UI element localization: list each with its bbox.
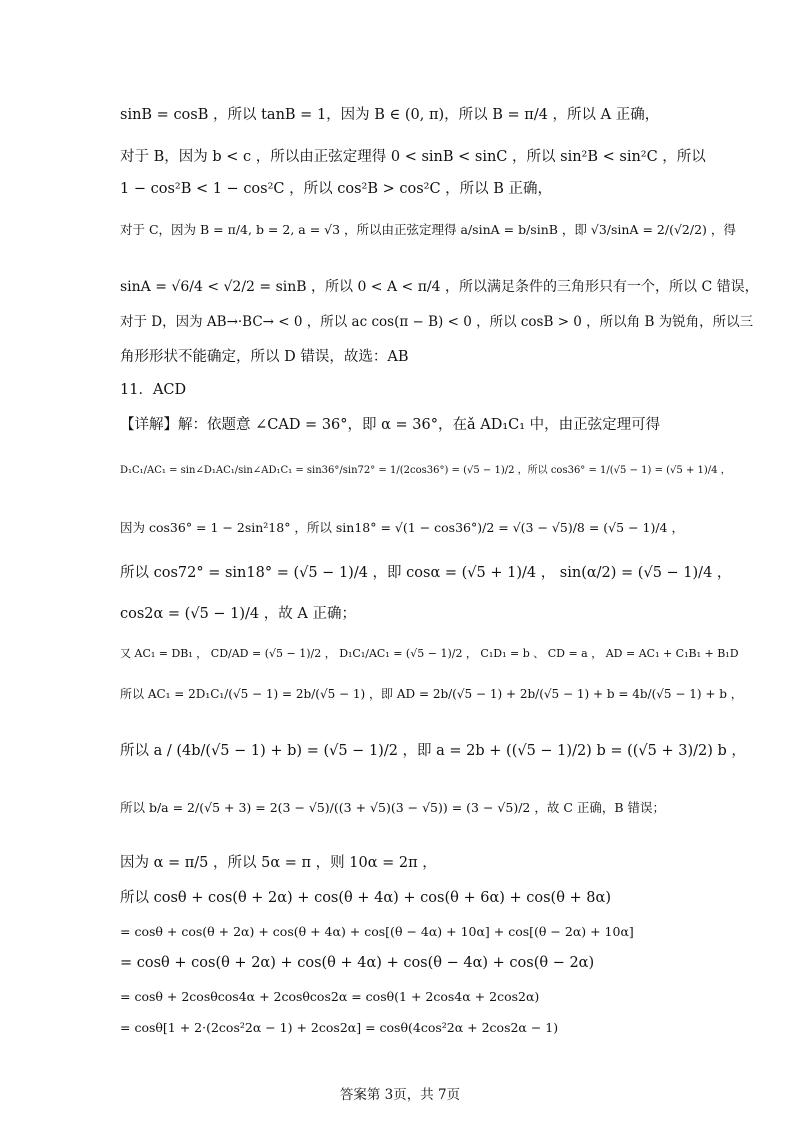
formula-line: = cosθ + cos(θ + 2α) + cos(θ + 4α) + cos[(θ − 4α) + 10α] + cos[(θ − 2α) + 10α] — [120, 924, 634, 939]
formula-line: 又 AC₁ = DB₁ ， CD/AD = (√5 − 1)/2 ， D₁C₁/AC₁ = (√5 − 1)/2 ， C₁D₁ = b 、 CD = a ， AD = AC₁ + C₁B₁ + B₁D — [120, 647, 739, 660]
formula-line: 所以 a / (4b/(√5 − 1) + b) = (√5 − 1)/2 ，即 a = 2b + ((√5 − 1)/2) b = ((√5 + 3)/2) b ， — [120, 743, 746, 759]
text-line: 对于 C，因为 B = π/4, b = 2, a = √3 ，所以由正弦定理得 a/sinA = b/sinB ，即 √3/sinA = 2/(√2/2) ，得 — [120, 222, 736, 237]
text-line: 对于 D，因为 AB→·BC→ < 0 ，所以 ac cos(π − B) < 0 ，所以 cosB > 0 ，所以角 B 为锐角，所以三 — [120, 314, 754, 330]
question-number: 11．ACD — [120, 382, 187, 398]
formula-line: cos2α = (√5 − 1)/4 ，故 A 正确； — [120, 606, 356, 622]
text-line: 1 − cos²B < 1 − cos²C ，所以 cos²B > cos²C ，所以 B 正确， — [120, 181, 553, 197]
text-line: 角形形状不能确定，所以 D 错误，故选：AB — [120, 349, 409, 365]
formula-line: = cosθ + cos(θ + 2α) + cos(θ + 4α) + cos(θ − 4α) + cos(θ − 2α) — [120, 955, 595, 971]
text-line: 对于 B，因为 b < c ，所以由正弦定理得 0 < sinB < sinC ，所以 sin²B < sin²C ，所以 — [120, 149, 706, 165]
formula-line: D₁C₁/AC₁ = sin∠D₁AC₁/sin∠AD₁C₁ = sin36°/sin72° = 1/(2cos36°) = (√5 − 1)/2 ，所以 cos36° = 1/(√5 − 1) = (√5 + 1)/4 ， — [120, 465, 731, 476]
formula-line: = cosθ + 2cosθcos4α + 2cosθcos2α = cosθ(1 + 2cos4α + 2cos2α) — [120, 989, 540, 1004]
text-line: sinB = cosB ，所以 tanB = 1，因为 B ∈ (0, π)，所以 B = π/4 ，所以 A 正确， — [120, 107, 660, 123]
formula-line: 因为 α = π/5 ，所以 5α = π ，则 10α = 2π ， — [120, 855, 437, 871]
formula-line: = cosθ[1 + 2·(2cos²2α − 1) + 2cos2α] = cosθ(4cos²2α + 2cos2α − 1) — [120, 1020, 559, 1035]
formula-line: 所以 cosθ + cos(θ + 2α) + cos(θ + 4α) + cos(θ + 6α) + cos(θ + 8α) — [120, 890, 611, 906]
text-line: sinA = √6/4 < √2/2 = sinB ，所以 0 < A < π/4 ，所以满足条件的三角形只有一个，所以 C 错误， — [120, 279, 759, 295]
formula-line: 所以 cos72° = sin18° = (√5 − 1)/4 ，即 cosα = (√5 + 1)/4 ， sin(α/2) = (√5 − 1)/4 ， — [120, 565, 732, 581]
formula-line: 所以 AC₁ = 2D₁C₁/(√5 − 1) = 2b/(√5 − 1) ，即 AD = 2b/(√5 − 1) + 2b/(√5 − 1) + b = 4b/(√5 − 1) + b ， — [120, 687, 743, 701]
formula-line: 因为 cos36° = 1 − 2sin²18° ，所以 sin18° = √(1 − cos36°)/2 = √(3 − √5)/8 = (√5 − 1)/4 ， — [120, 520, 684, 535]
formula-line: 所以 b/a = 2/(√5 + 3) = 2(3 − √5)/((3 + √5)(3 − √5)) = (3 − √5)/2 ，故 C 正确，B 错误； — [120, 800, 666, 815]
solution-heading: 【详解】解：依题意 ∠CAD = 36°，即 α = 36°，在ǎ AD₁C₁ 中，由正弦定理可得 — [120, 417, 661, 433]
page-footer: 答案第 3页，共 7页 — [339, 1087, 461, 1103]
